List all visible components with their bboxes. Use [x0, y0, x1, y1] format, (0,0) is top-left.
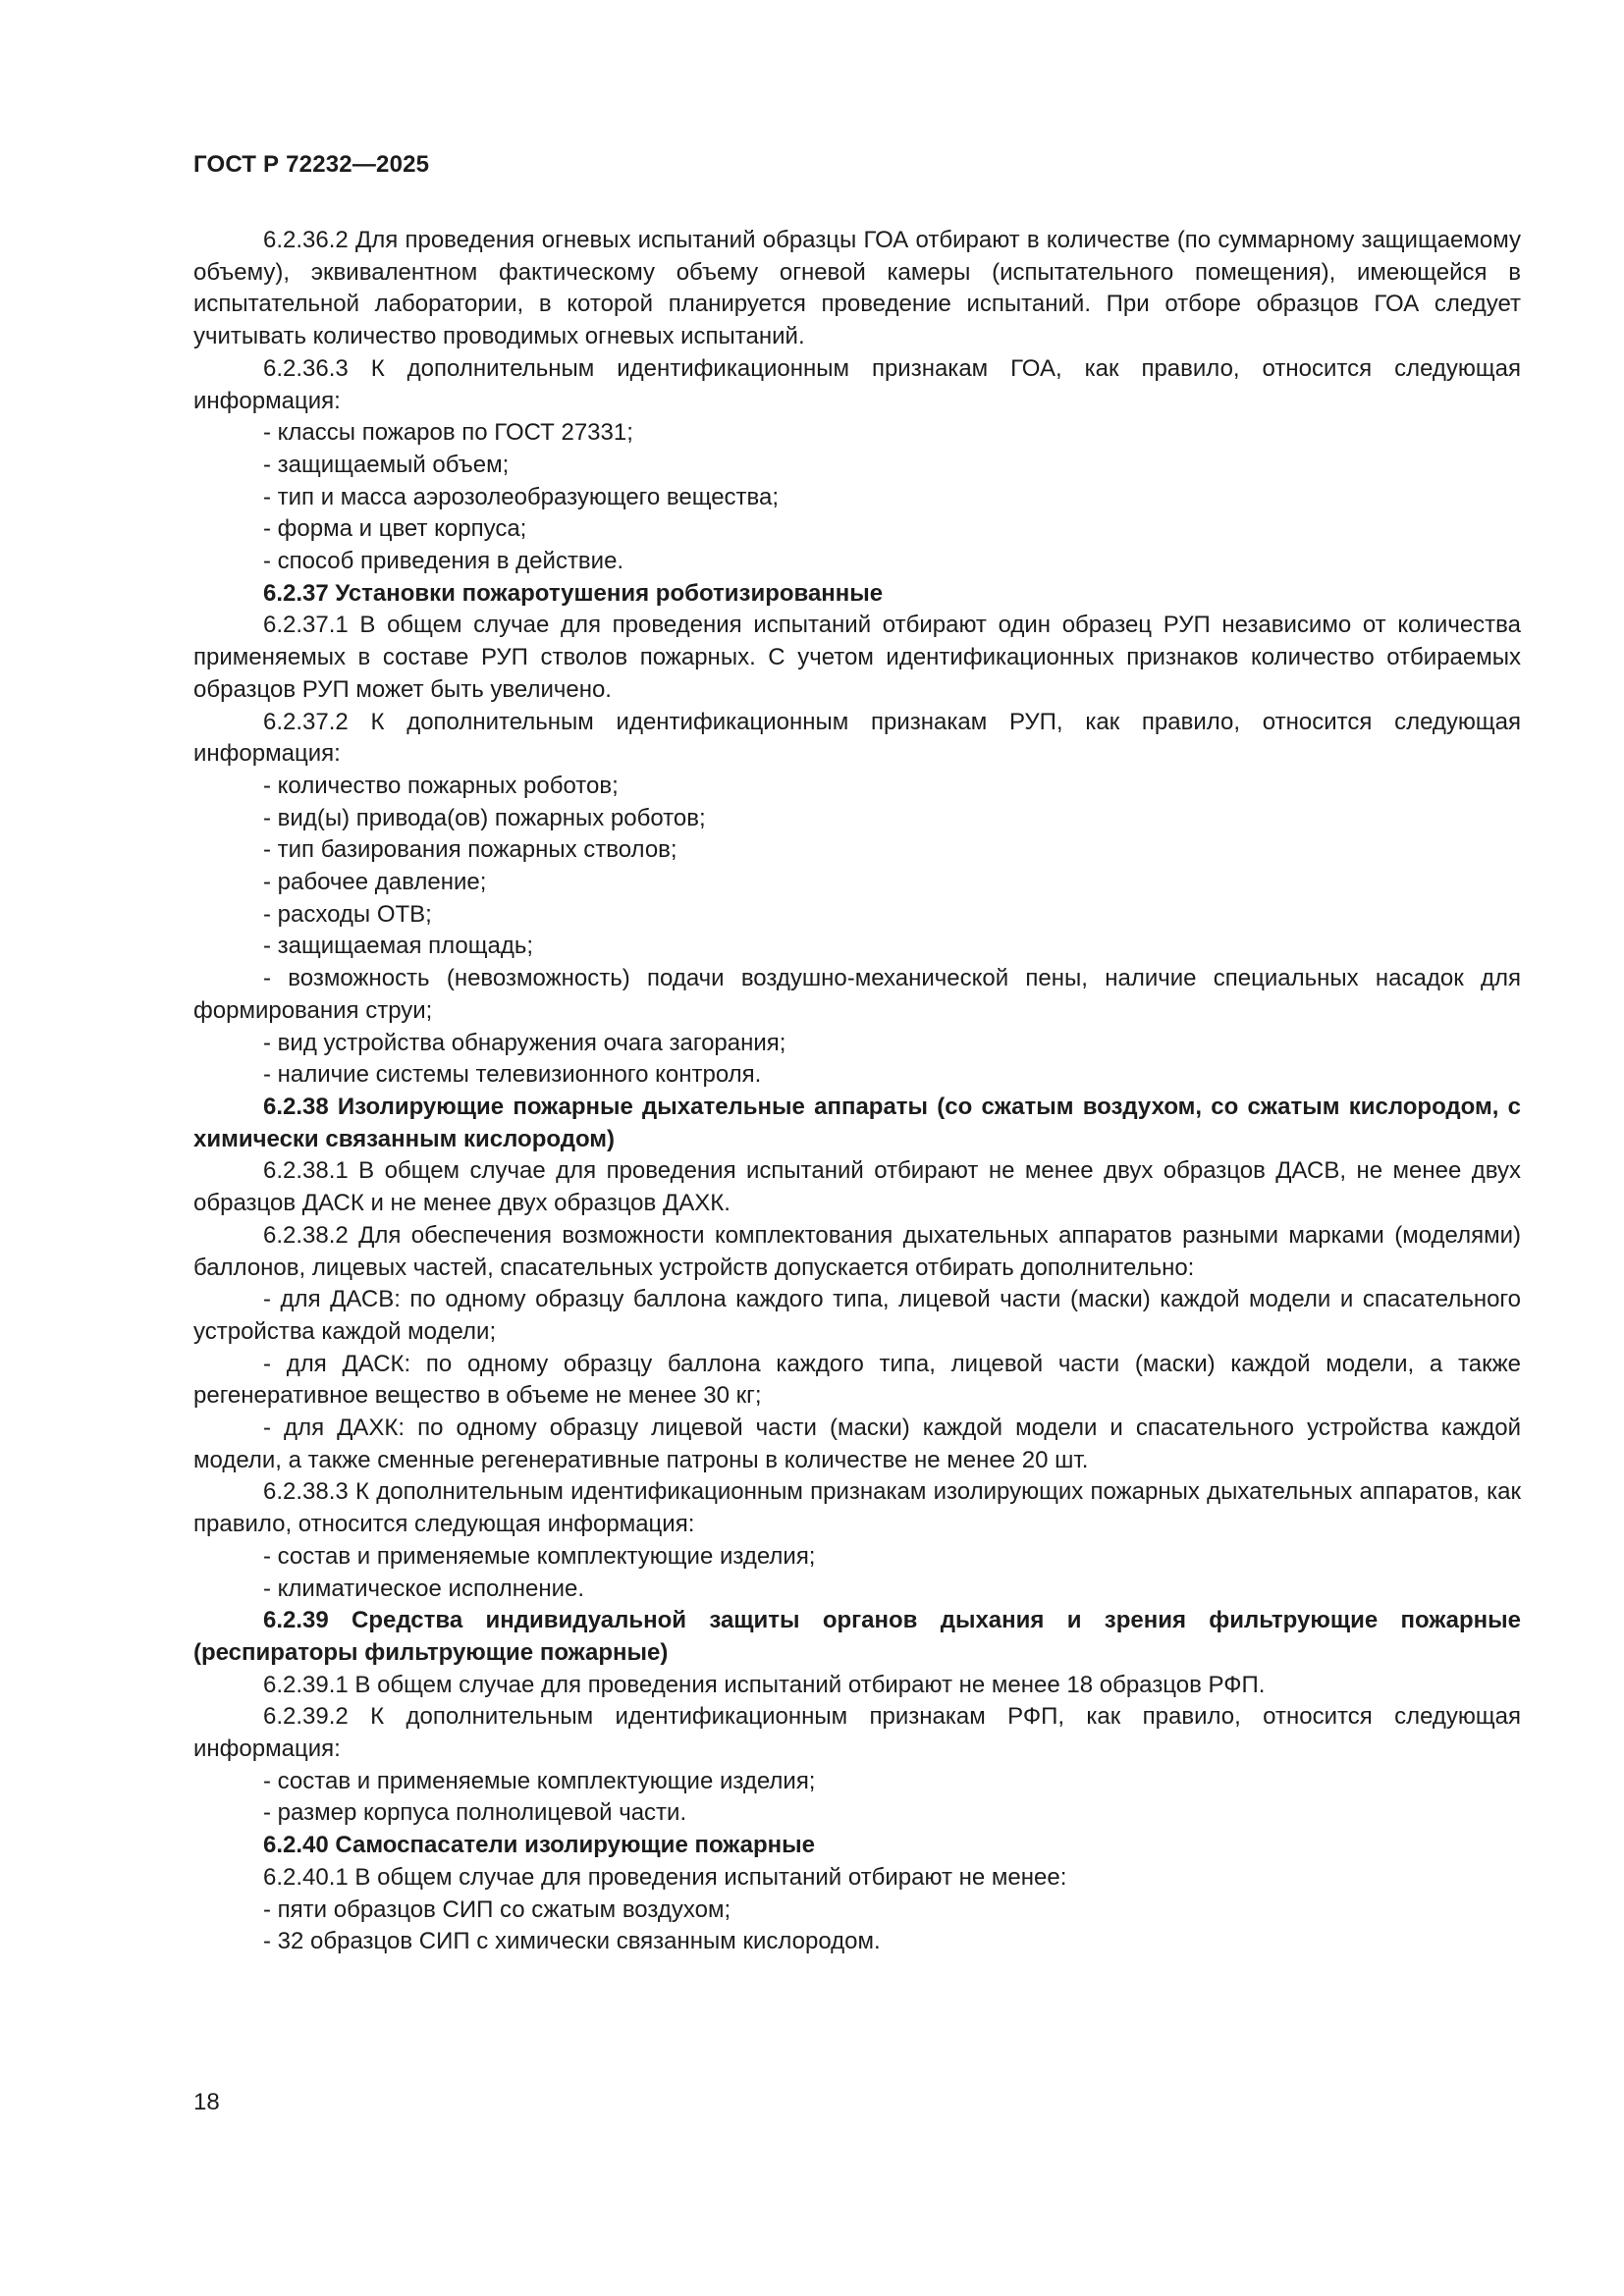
list-item: - размер корпуса полнолицевой части.: [263, 1799, 687, 1827]
list-item: - форма и цвет корпуса;: [263, 515, 527, 543]
page-number: 18: [193, 2089, 220, 2115]
list-item: - защищаемый объем;: [263, 451, 510, 478]
list-item: - для ДАСК: по одному образцу баллона каждого типа, лицевой части (маски) каждой модели, а также регенеративное вещество в объеме не менее 30 кг;: [193, 1350, 1521, 1410]
list-item: - наличие системы телевизионного контроля.: [263, 1061, 762, 1089]
paragraph-6-2-38-2: 6.2.38.2 Для обеспечения возможности комплектования дыхательных аппаратов разными марками (моделями) баллонов, лицевых частей, спасательных устройств допускается отбирать дополнительно:: [193, 1221, 1521, 1281]
list-item: - количество пожарных роботов;: [263, 772, 619, 799]
document-header: ГОСТ Р 72232—2025: [193, 151, 430, 178]
list-item: - классы пожаров по ГОСТ 27331;: [263, 419, 633, 447]
paragraph-6-2-36-3: 6.2.36.3 К дополнительным идентификационным признакам ГОА, как правило, относится следующая информация:: [193, 354, 1521, 414]
document-body: [193, 225, 1521, 1958]
list-item: - состав и применяемые комплектующие изделия;: [263, 1542, 816, 1570]
list-item: - защищаемая площадь;: [263, 933, 534, 960]
list-item: - тип и масса аэрозолеобразующего вещества;: [263, 483, 780, 510]
list-item: - способ приведения в действие.: [263, 548, 624, 575]
list-item: - для ДАХК: по одному образцу лицевой части (маски) каждой модели и спасательного устройства каждой модели, а также сменные регенеративные патроны в количестве не менее 20 шт.: [193, 1415, 1521, 1473]
list-item: - вид устройства обнаружения очага загорания;: [263, 1029, 786, 1056]
list-item: - климатическое исполнение.: [263, 1575, 585, 1602]
paragraph-6-2-37-2: 6.2.37.2 К дополнительным идентификационным признакам РУП, как правило, относится следующая информация:: [193, 708, 1521, 768]
paragraph-6-2-39-1: 6.2.39.1 В общем случае для проведения испытаний отбирают не менее 18 образцов РФП.: [263, 1671, 1266, 1698]
section-heading-6-2-40: 6.2.40 Самоспасатели изолирующие пожарные: [263, 1832, 815, 1859]
section-heading-6-2-39: 6.2.39 Средства индивидуальной защиты органов дыхания и зрения фильтрующие пожарные (респираторы фильтрующие пожарные): [193, 1607, 1521, 1666]
list-item: - расходы ОТВ;: [263, 900, 432, 928]
paragraph-6-2-38-3: 6.2.38.3 К дополнительным идентификационным признакам изолирующих пожарных дыхательных аппаратов, как правило, относится следующая информация:: [193, 1478, 1521, 1538]
list-item: - для ДАСВ: по одному образцу баллона каждого типа, лицевой части (маски) каждой модели и спасательного устройства каждой модели;: [193, 1286, 1521, 1345]
section-heading-6-2-38: 6.2.38 Изолирующие пожарные дыхательные аппараты (со сжатым воздухом, со сжатым кислородом, с химически связанным кислородом): [193, 1093, 1521, 1152]
section-heading-6-2-37: 6.2.37 Установки пожаротушения роботизированные: [263, 579, 884, 607]
list-item: - тип базирования пожарных стволов;: [263, 836, 677, 864]
paragraph-6-2-40-1: 6.2.40.1 В общем случае для проведения испытаний отбирают не менее:: [263, 1863, 1067, 1891]
list-item: - 32 образцов СИП с химически связанным кислородом.: [263, 1928, 881, 1955]
list-item: - состав и применяемые комплектующие изделия;: [263, 1767, 816, 1794]
paragraph-6-2-39-2: 6.2.39.2 К дополнительным идентификационным признакам РФП, как правило, относится следующая информация:: [193, 1703, 1521, 1763]
list-item: - вид(ы) привода(ов) пожарных роботов;: [263, 804, 706, 831]
paragraph-6-2-37-1: 6.2.37.1 В общем случае для проведения испытаний отбирают один образец РУП независимо от количества применяемых в составе РУП стволов пожарных. С учетом идентификационных признаков количество отбираемых образцов РУП может быть увеличено.: [193, 612, 1521, 703]
list-item: - рабочее давление;: [263, 869, 487, 896]
list-item: - возможность (невозможность) подачи воздушно-механической пены, наличие специальных насадок для формирования струи;: [193, 965, 1521, 1024]
paragraph-6-2-36-2: 6.2.36.2 Для проведения огневых испытаний образцы ГОА отбирают в количестве (по суммарному защищаемому объему), эквивалентном фактическому объему огневой камеры (испытательного помещения), имеющейся в испытательной лаборатории, в которой планируется проведение испытаний. При отборе образцов ГОА следует учитывать количество проводимых огневых испытаний.: [193, 227, 1521, 350]
paragraph-6-2-38-1: 6.2.38.1 В общем случае для проведения испытаний отбирают не менее двух образцов ДАСВ, не менее двух образцов ДАСК и не менее двух образцов ДАХК.: [193, 1157, 1521, 1217]
list-item: - пяти образцов СИП со сжатым воздухом;: [263, 1896, 731, 1923]
